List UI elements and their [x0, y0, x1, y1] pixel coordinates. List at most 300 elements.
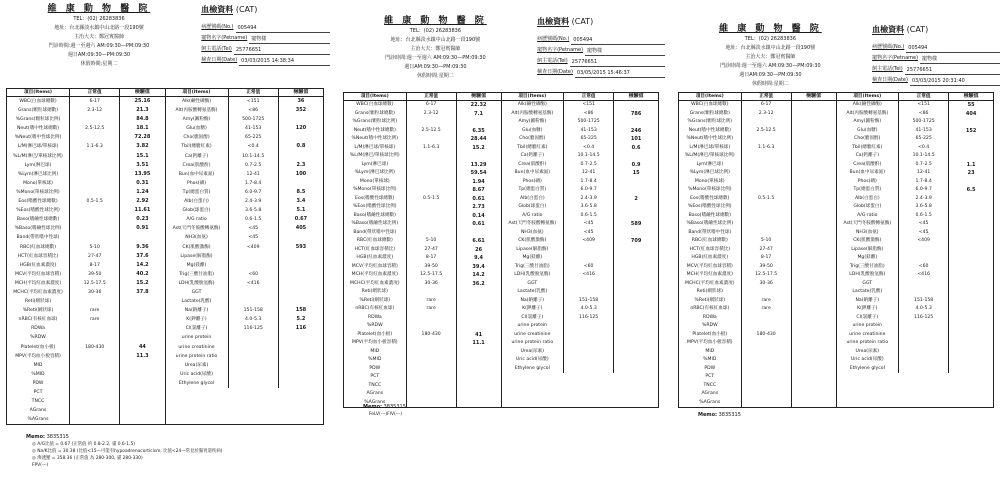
row-normal: <409	[229, 243, 279, 252]
row-value: 404	[965, 110, 977, 117]
row-item: RBC(紅血球總數)	[7, 243, 70, 252]
table-row	[679, 135, 836, 144]
table-row	[166, 270, 324, 279]
row-value	[614, 152, 658, 161]
row-item: NH3(血氨)	[837, 229, 900, 238]
row-normal: <45	[899, 229, 949, 238]
row-item: Bun(血中尿素氮)	[837, 169, 900, 178]
row-item: Alb(白蛋白)	[502, 195, 565, 204]
table-row	[679, 169, 836, 178]
row-value	[949, 331, 993, 340]
row-normal: 1.1-6.3	[407, 144, 457, 153]
row-value	[614, 203, 658, 212]
table-row	[679, 195, 836, 204]
table-header	[344, 93, 501, 101]
row-value	[792, 288, 836, 297]
table-row	[502, 339, 659, 348]
row-value	[949, 178, 993, 187]
table-row	[7, 297, 165, 306]
row-value	[120, 324, 164, 333]
table-row	[7, 370, 165, 379]
row-normal: <151	[899, 101, 949, 110]
header-normal: 正常值	[407, 93, 457, 100]
row-value	[792, 220, 836, 229]
row-normal	[899, 356, 949, 365]
table-row	[679, 229, 836, 238]
row-normal	[70, 215, 120, 224]
row-item: Urea(尿素)	[166, 361, 229, 370]
row-item: Mg(鎂離)	[502, 254, 565, 263]
row-value: 709	[630, 238, 642, 244]
row-item: MCV(平均紅血球容積)	[679, 263, 742, 272]
row-value	[457, 390, 501, 399]
table-row	[7, 161, 165, 170]
table-row	[837, 246, 994, 255]
table-row	[837, 118, 994, 127]
row-item: Neut(嗜中性球總數)	[679, 127, 742, 136]
row-normal: 116-125	[899, 314, 949, 323]
report-field-label: 飼主電話(Tel)	[537, 58, 568, 64]
header-normal: 正常值	[564, 93, 614, 100]
row-value: 14.2	[472, 272, 485, 278]
row-value	[949, 246, 993, 255]
row-item: Na(鈉離子)	[837, 297, 900, 306]
clinic-address: 地址：台北縣淡水鎮中山北路一段190號	[725, 45, 816, 51]
row-value	[792, 314, 836, 323]
row-value: 25.16	[134, 98, 151, 104]
table-row	[837, 322, 994, 331]
row-value	[279, 370, 323, 379]
row-value: 116	[295, 325, 307, 332]
row-value	[614, 118, 658, 127]
row-item: Glu(血糖)	[837, 127, 900, 136]
row-value	[614, 246, 658, 255]
report-field-value: 03/03/2015 20:31:40	[910, 77, 1000, 86]
table-row	[166, 243, 324, 252]
row-item: Alt(丙胺酸轉氨基酶)	[502, 110, 565, 119]
row-normal: <409	[899, 237, 949, 246]
row-normal	[564, 331, 614, 340]
row-item: AGrans	[344, 390, 407, 399]
row-normal: 0.5-1.5	[407, 195, 457, 204]
row-item: Glu(血糖)	[502, 127, 565, 136]
header-value: 檢驗值	[471, 93, 487, 99]
row-normal	[407, 169, 457, 178]
table-row	[679, 390, 836, 399]
clinic-hours: 門診時間:週一至週六 AM:09:30—PM:09:30	[48, 43, 150, 49]
row-normal: <45	[899, 220, 949, 229]
row-value: 8.5	[296, 188, 306, 195]
row-value: 6.35	[472, 127, 485, 134]
row-normal: 0.5-1.5	[70, 197, 120, 206]
row-normal	[229, 361, 279, 370]
row-normal	[564, 254, 614, 263]
row-normal: rare	[70, 315, 120, 324]
row-value: 15.2	[136, 279, 149, 286]
row-item: Alb(白蛋白)	[837, 195, 900, 204]
table-row	[166, 379, 324, 388]
row-value: 0.61	[472, 195, 485, 202]
row-value	[614, 271, 658, 280]
table-row	[837, 288, 994, 297]
row-item: Trig(三酸甘油脂)	[166, 270, 229, 279]
row-value: 0.61	[472, 221, 485, 227]
table-row	[7, 306, 165, 315]
row-normal	[70, 161, 120, 170]
row-item: %Reti(網狀球)	[7, 306, 70, 315]
row-normal	[407, 229, 457, 238]
report-field	[872, 53, 1000, 64]
row-value	[614, 212, 658, 221]
report-field-label: 檢查日期(Date)	[872, 77, 908, 83]
row-value	[949, 356, 993, 365]
row-value: 2	[634, 195, 638, 202]
header-item: 項目(Items)	[344, 93, 407, 100]
clinic-hours: 門診時間:週一至週六 AM:09:30—PM:09:30	[720, 63, 821, 69]
row-normal	[407, 212, 457, 221]
table-row	[7, 188, 165, 197]
row-item: %AGrans	[344, 399, 407, 408]
table-row	[166, 343, 324, 352]
row-normal	[407, 348, 457, 357]
results-columns	[7, 89, 323, 424]
table-row	[502, 169, 659, 178]
clinic-doctor: 主治大夫：鄭冠賓醫師	[745, 54, 796, 60]
row-item: %Reti(網狀球)	[679, 297, 742, 306]
table-row	[7, 124, 165, 133]
row-value: 3.51	[136, 161, 149, 168]
table-row	[166, 333, 324, 342]
row-value	[949, 118, 993, 127]
row-item: Glob(球蛋白)	[166, 206, 229, 215]
table-row	[344, 152, 501, 161]
row-normal: 500-1725	[564, 118, 614, 127]
report-field-value: 寵物樣	[920, 55, 1000, 64]
memo-note: FeLV(---)FIV(---)	[369, 412, 403, 417]
row-item: Baso(嗜鹼性球總數)	[7, 215, 70, 224]
row-value	[792, 271, 836, 280]
row-normal	[899, 246, 949, 255]
row-value	[120, 415, 164, 424]
row-normal: 5-10	[70, 243, 120, 252]
row-value	[279, 179, 323, 188]
row-normal: 65-225	[899, 135, 949, 144]
row-normal: 151-158	[564, 297, 614, 306]
row-normal	[407, 399, 457, 408]
row-value: 9.4	[474, 255, 483, 261]
row-normal: 4.0-5.3	[564, 305, 614, 314]
row-normal: rare	[742, 297, 792, 306]
row-item: Tp(總蛋白質)	[166, 188, 229, 197]
row-item: Grans(顆粒球總數)	[344, 110, 407, 119]
clinic-name: 維 康 動 物 醫 院	[47, 4, 151, 14]
row-item: WBC(白血球總數)	[344, 101, 407, 110]
row-value	[120, 388, 164, 397]
table-row	[837, 237, 994, 246]
table-row	[679, 161, 836, 170]
row-item: K(鉀離子)	[166, 315, 229, 324]
memo-section	[363, 404, 406, 418]
row-value	[120, 361, 164, 370]
table-header	[502, 93, 659, 101]
table-row	[837, 229, 994, 238]
table-row	[679, 118, 836, 127]
row-normal	[70, 233, 120, 242]
row-item: %Grans(顆粒球比例)	[679, 118, 742, 127]
row-value	[120, 297, 164, 306]
row-normal: <60	[564, 263, 614, 272]
row-normal	[70, 188, 120, 197]
report-field-label: 寵物名字(Petname)	[201, 35, 248, 41]
table-row	[344, 348, 501, 357]
row-value: 1.94	[472, 178, 485, 185]
row-normal	[407, 135, 457, 144]
row-item: %AGrans	[679, 399, 742, 408]
table-row	[344, 144, 501, 153]
row-item: %RDW	[7, 333, 70, 342]
clinic-address: 地址：台北縣淡水鎮中山北路一段190號	[54, 25, 144, 31]
row-item: Neut(嗜中性球總數)	[7, 124, 70, 133]
row-item: TNCC	[344, 382, 407, 391]
row-item: urine protein ratio	[837, 339, 900, 348]
table-row	[502, 118, 659, 127]
row-value	[792, 118, 836, 127]
row-item: %Mono(單核球比例)	[344, 186, 407, 195]
row-item: urine protein	[837, 322, 900, 331]
row-value	[614, 101, 658, 110]
row-item: MID	[7, 361, 70, 370]
row-value	[614, 322, 658, 331]
table-row	[7, 397, 165, 406]
row-normal: 27-47	[70, 252, 120, 261]
table-row	[502, 186, 659, 195]
memo-label: Memo:	[26, 434, 46, 440]
table-row	[679, 382, 836, 391]
row-normal	[70, 297, 120, 306]
row-normal	[70, 370, 120, 379]
row-item: %MID	[7, 370, 70, 379]
table-row	[7, 179, 165, 188]
row-value	[457, 322, 501, 331]
row-value	[792, 212, 836, 221]
table-row	[502, 237, 659, 246]
row-item: Alk(鹼性磷酶)	[837, 101, 900, 110]
row-item: %Neut(嗜中性球比例)	[679, 135, 742, 144]
row-item: TNCC	[7, 397, 70, 406]
row-value: 7.1	[474, 110, 483, 117]
row-value: 44	[138, 343, 146, 350]
clinic-info	[0, 4, 198, 69]
row-normal: 180-430	[407, 331, 457, 340]
row-value	[792, 331, 836, 340]
row-value	[949, 322, 993, 331]
row-value	[279, 152, 323, 161]
report-field-label: 病歷號碼(No.)	[201, 24, 234, 30]
table-row	[7, 106, 165, 115]
table-row	[166, 352, 324, 361]
row-value	[457, 399, 501, 408]
table-row	[166, 142, 324, 151]
row-value	[120, 306, 164, 315]
row-normal: 65-225	[564, 135, 614, 144]
row-item: HCT(紅血球容積比)	[7, 252, 70, 261]
table-row	[344, 339, 501, 348]
row-item: CK(肌酸激酶)	[166, 243, 229, 252]
table-row	[679, 297, 836, 306]
table-row	[166, 324, 324, 333]
row-item: Alk(鹼性磷酶)	[166, 97, 229, 106]
table-row	[7, 197, 165, 206]
row-value	[949, 203, 993, 212]
row-normal	[407, 365, 457, 374]
table-row	[502, 331, 659, 340]
table-row	[837, 356, 994, 365]
table-row	[344, 237, 501, 246]
table-row	[166, 252, 324, 261]
chemistry-column	[502, 93, 659, 407]
row-item: Mono(單核球)	[7, 179, 70, 188]
table-row	[344, 195, 501, 204]
row-item: Lactate(乳酸)	[502, 288, 565, 297]
row-item: Bun(血中尿素氮)	[166, 170, 229, 179]
row-item: AGrans	[679, 390, 742, 399]
row-value: 0.91	[136, 225, 149, 232]
table-row	[837, 135, 994, 144]
table-row	[166, 161, 324, 170]
row-value: 0.9	[631, 161, 641, 168]
row-value: 352	[295, 107, 307, 114]
row-value	[457, 229, 501, 238]
report-fields	[537, 34, 665, 78]
table-row	[502, 356, 659, 365]
row-normal	[564, 280, 614, 289]
table-row	[7, 252, 165, 261]
row-item: urine protein ratio	[166, 352, 229, 361]
row-value: 152	[965, 127, 977, 134]
row-normal: 12-41	[899, 169, 949, 178]
row-value: 1.24	[136, 188, 149, 195]
row-value	[279, 233, 323, 242]
table-row	[344, 118, 501, 127]
row-item: Platelet(血小板)	[344, 331, 407, 340]
row-item: RBC(紅血球總數)	[344, 237, 407, 246]
row-normal	[742, 161, 792, 170]
row-item: Ast(天門冬胺酸轉氨酶)	[837, 220, 900, 229]
row-value	[120, 233, 164, 242]
row-value	[949, 297, 993, 306]
row-normal	[70, 397, 120, 406]
row-value: 40.2	[136, 270, 149, 277]
row-value	[614, 314, 658, 323]
row-normal	[70, 324, 120, 333]
row-value	[792, 280, 836, 289]
row-item: %Baso(嗜鹼性球比例)	[344, 220, 407, 229]
row-value	[457, 314, 501, 323]
row-normal: 39-50	[70, 270, 120, 279]
table-row	[837, 144, 994, 153]
row-item: %Mono(單核球比例)	[679, 186, 742, 195]
header-item: 項目(Items)	[502, 93, 565, 100]
row-item: Mg(鎂離)	[837, 254, 900, 263]
row-item: MCH(平均紅血素濃度)	[344, 271, 407, 280]
row-value	[120, 333, 164, 342]
table-row	[344, 382, 501, 391]
row-item: PCT	[679, 373, 742, 382]
table-row	[166, 97, 324, 106]
row-item: Trig(三酸甘油脂)	[502, 263, 565, 272]
table-row	[344, 297, 501, 306]
row-value	[279, 261, 323, 270]
row-item: Alt(丙胺酸轉氨基酶)	[166, 106, 229, 115]
memo-section	[698, 412, 741, 419]
row-item: Glu(血糖)	[166, 124, 229, 133]
table-row	[166, 306, 324, 315]
row-item: %AGrans	[7, 415, 70, 424]
row-item: Reti(網狀球)	[344, 288, 407, 297]
row-value	[614, 331, 658, 340]
memo-note: FPV(---)	[32, 463, 49, 468]
row-value: 15.1	[136, 152, 149, 159]
row-normal: 2.5-12.5	[70, 124, 120, 133]
row-item: MCHC(平均紅血素濃度)	[7, 288, 70, 297]
table-row	[679, 271, 836, 280]
row-normal	[407, 186, 457, 195]
clinic-holiday: 休假時間:星期二	[417, 73, 454, 79]
row-item: Band(帶狀嗜中性球)	[7, 233, 70, 242]
row-normal	[564, 365, 614, 374]
row-value: 2.3	[296, 161, 306, 168]
row-normal	[70, 406, 120, 415]
row-item: PDW	[344, 365, 407, 374]
blood-report-2	[337, 12, 665, 488]
row-item: Cho(膽固醇)	[166, 133, 229, 142]
table-row	[166, 206, 324, 215]
row-value	[279, 343, 323, 352]
table-row	[502, 127, 659, 136]
table-row	[679, 152, 836, 161]
row-value	[949, 152, 993, 161]
table-row	[502, 297, 659, 306]
row-normal	[70, 133, 120, 142]
row-normal	[70, 206, 120, 215]
row-value	[792, 246, 836, 255]
row-item: Reti(網狀球)	[679, 288, 742, 297]
row-value: 55	[967, 102, 975, 108]
table-row	[344, 135, 501, 144]
table-row	[344, 271, 501, 280]
table-row	[837, 220, 994, 229]
row-normal: <416	[564, 271, 614, 280]
table-row	[7, 406, 165, 415]
table-row	[837, 110, 994, 119]
row-value	[614, 356, 658, 365]
row-value	[457, 365, 501, 374]
report-field-label: 檢查日期(Date)	[201, 57, 238, 63]
row-item: Trig(三酸甘油脂)	[837, 263, 900, 272]
row-normal: rare	[742, 305, 792, 314]
row-normal: <151	[229, 97, 279, 106]
row-normal	[407, 373, 457, 382]
row-normal: 500-1725	[899, 118, 949, 127]
row-value	[949, 365, 993, 374]
clinic-tel: TEL：(02) 26283836	[409, 28, 462, 34]
report-info	[872, 24, 1000, 86]
row-normal: 1.7-8.4	[899, 178, 949, 187]
row-normal: rare	[70, 306, 120, 315]
row-item: CK(肌酸激酶)	[502, 237, 565, 246]
row-item: LDH(乳酸脫氫酶)	[166, 279, 229, 288]
row-value	[279, 133, 323, 142]
